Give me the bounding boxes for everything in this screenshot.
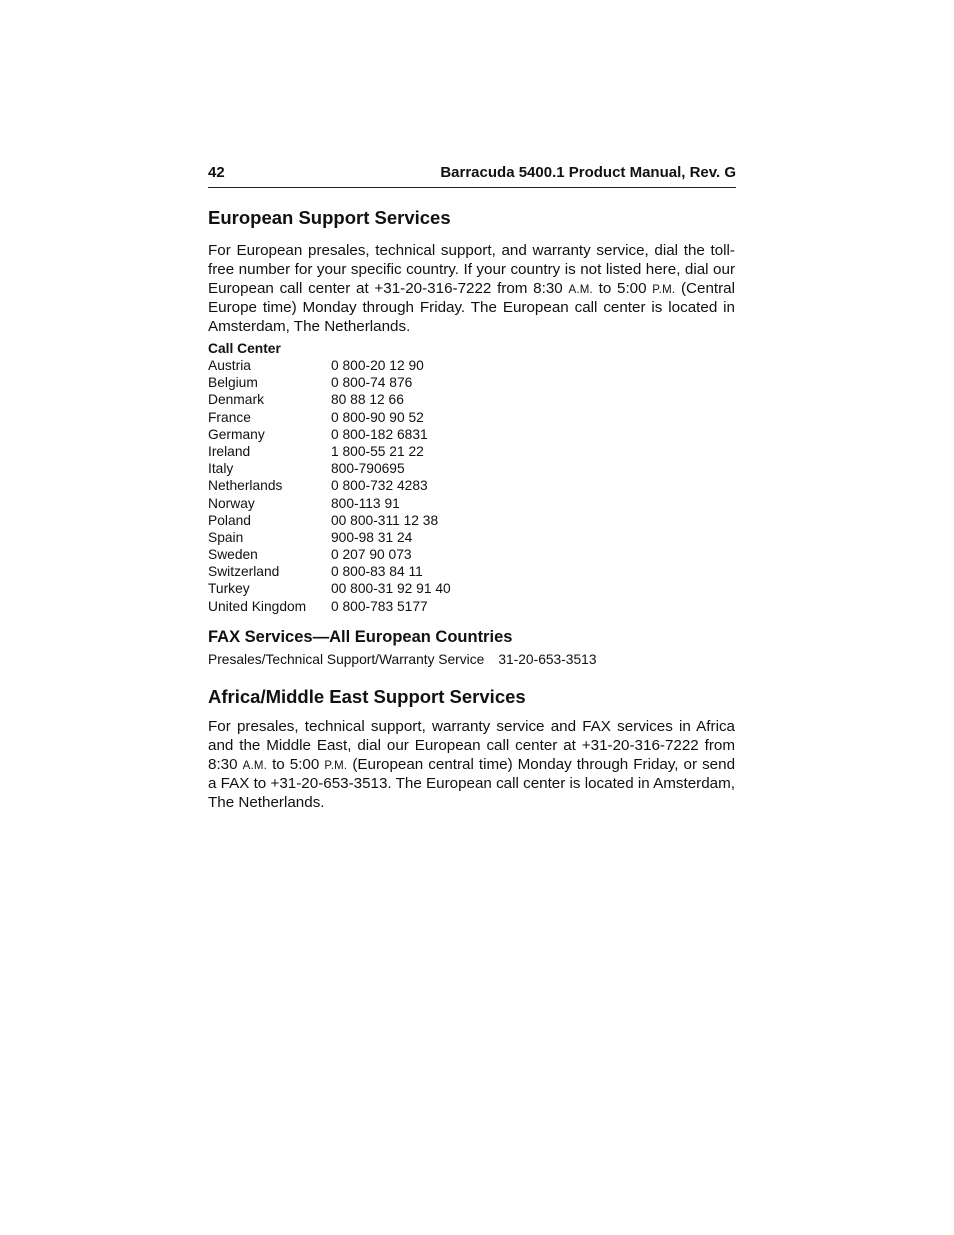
call-center-rows	[208, 357, 508, 615]
call-center-country: Sweden	[208, 547, 258, 563]
africa-support-heading: Africa/Middle East Support Services	[208, 686, 526, 707]
call-center-number: 0 800-20 12 90	[331, 358, 424, 373]
call-center-country: United Kingdom	[208, 598, 307, 614]
call-center-row	[208, 495, 508, 512]
call-center-country: Turkey	[208, 581, 250, 597]
call-center-country: Ireland	[208, 443, 251, 459]
call-center-row	[208, 529, 508, 546]
call-center-number: 0 800-732 4283	[331, 478, 428, 494]
call-center-number: 800-790695	[331, 461, 405, 477]
call-center-row	[208, 546, 508, 563]
call-center-country: Germany	[208, 426, 265, 442]
page-number: 42	[208, 164, 225, 181]
africa-text-1: For presales, technical support, warranty service and FAX services in Africa and the Middle East, dial our European call center at +31-20-316-7222 from 8:30	[208, 718, 735, 773]
call-center-number: 00 800-311 12 38	[331, 512, 439, 528]
fax-services-line	[208, 652, 597, 667]
fax-number: 31-20-653-3513	[498, 652, 597, 667]
call-center-country: Switzerland	[208, 564, 280, 580]
call-center-row	[208, 409, 508, 426]
call-center-row	[208, 391, 508, 408]
call-center-country: Norway	[208, 495, 255, 511]
call-center-country: Poland	[208, 512, 251, 528]
european-pm: P.M.	[652, 283, 676, 296]
africa-support-paragraph	[208, 718, 735, 813]
africa-text-3: (European central time) Monday through Friday, or send a FAX to +31-20-653-3513. The European call center is located in Amsterdam, The Netherlands.	[208, 755, 736, 812]
call-center-number: 0 800-74 876	[331, 375, 413, 391]
call-center-number: 0 800-783 5177	[331, 598, 428, 614]
call-center-country: Austria	[208, 358, 251, 373]
page-header	[208, 163, 736, 188]
call-center-number: 1 800-55 21 22	[331, 443, 424, 459]
call-center-row	[208, 443, 508, 460]
call-center-number: 0 800-83 84 11	[331, 564, 423, 580]
european-am: A.M.	[568, 283, 593, 296]
european-text-1: For European presales, technical support, and warranty service, dial the toll-free number for your specific country. If your country is not listed here, dial our European call center at +31-20-316-7222 from 8:30	[208, 242, 735, 297]
call-center-row	[208, 374, 508, 391]
call-center-row	[208, 598, 508, 615]
call-center-number: 0 800-182 6831	[331, 426, 428, 442]
africa-am: A.M.	[242, 759, 268, 772]
call-center-country: Belgium	[208, 375, 258, 391]
call-center-row	[208, 477, 508, 494]
fax-label: Presales/Technical Support/Warranty Service	[208, 652, 485, 667]
call-center-country: Netherlands	[208, 478, 283, 494]
call-center-number: 00 800-31 92 91 40	[331, 581, 451, 597]
call-center-row	[208, 357, 508, 374]
call-center-country: Spain	[208, 529, 244, 545]
call-center-row	[208, 563, 508, 580]
call-center-number: 0 207 90 073	[331, 547, 412, 563]
european-support-heading: European Support Services	[208, 207, 451, 228]
call-center-row	[208, 426, 508, 443]
call-center-country: Italy	[208, 461, 234, 477]
european-text-3: (Central Europe time) Monday through Friday. The European call center is located in Amsterdam, The Netherlands.	[208, 279, 735, 336]
call-center-number: 80 88 12 66	[331, 392, 404, 408]
running-title: Barracuda 5400.1 Product Manual, Rev. G	[440, 164, 736, 181]
fax-services-heading: FAX Services—All European Countries	[208, 628, 513, 646]
call-center-row	[208, 460, 508, 477]
call-center-row	[208, 580, 508, 597]
africa-text-2: to 5:00	[267, 755, 325, 773]
call-center-number: 0 800-90 90 52	[331, 409, 424, 425]
call-center-country: Denmark	[208, 392, 264, 408]
africa-pm: P.M.	[324, 759, 348, 772]
call-center-title: Call Center	[208, 341, 281, 356]
european-support-paragraph	[208, 242, 735, 337]
european-text-2: to 5:00	[592, 279, 653, 297]
call-center-number: 900-98 31 24	[331, 529, 413, 545]
call-center-country: France	[208, 409, 251, 425]
call-center-row	[208, 512, 508, 529]
call-center-number: 800-113 91	[331, 495, 400, 511]
call-center-table	[208, 340, 508, 615]
